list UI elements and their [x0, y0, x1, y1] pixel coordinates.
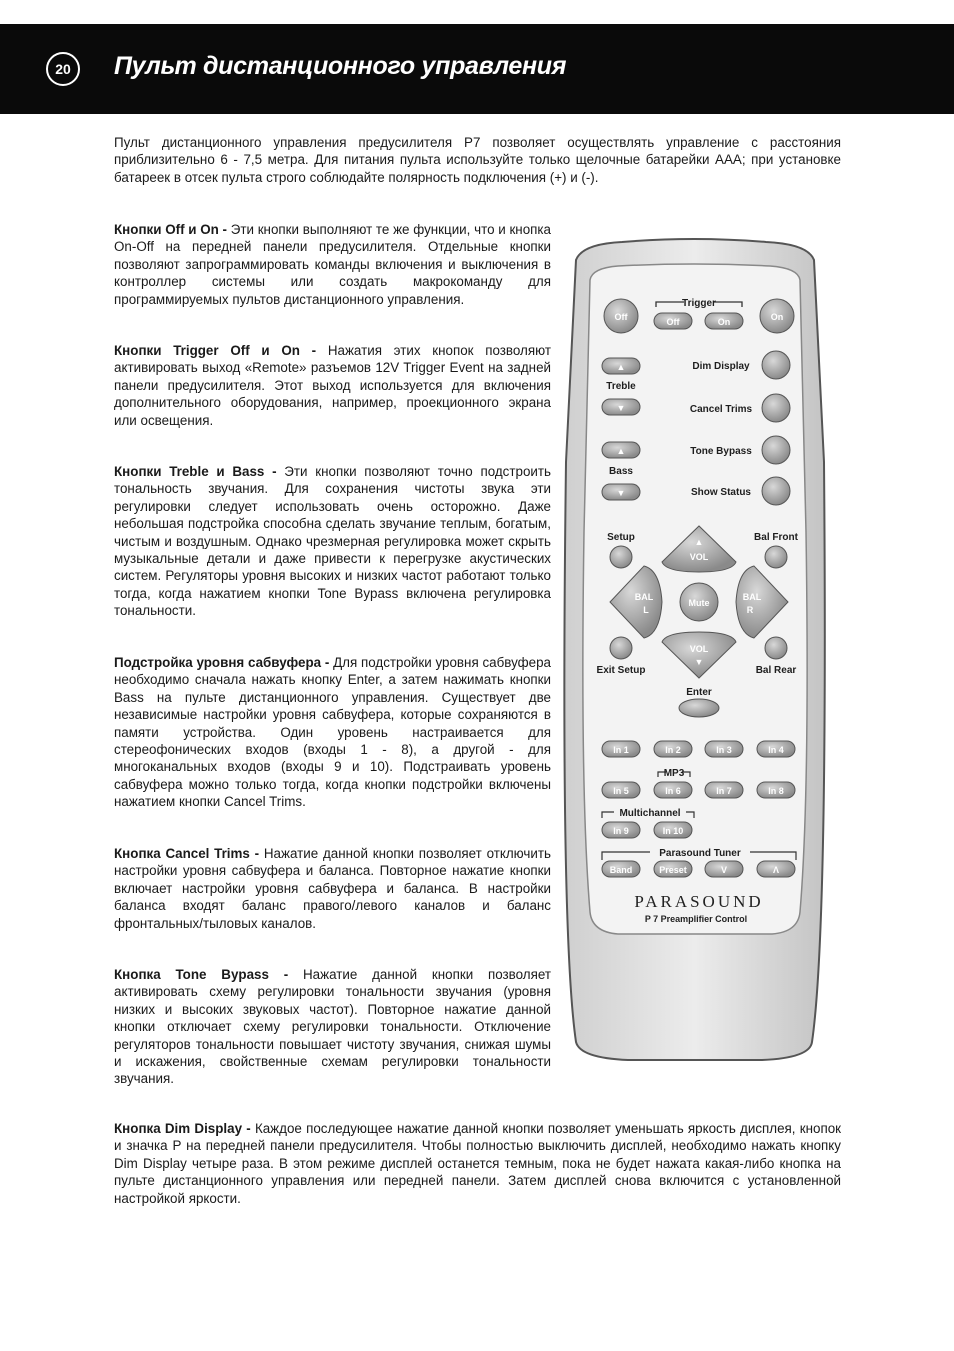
tune-up-label: Λ: [772, 865, 780, 875]
arrow-up-icon: ▲: [616, 362, 626, 372]
remote-control-illustration: [562, 232, 826, 1062]
section-treble-bass: [114, 463, 551, 620]
input-5-label: In 5: [613, 786, 629, 796]
brand-logo: PARASOUND: [634, 892, 764, 911]
show-status-label: Show Status: [690, 487, 752, 498]
bal-left-label: BAL: [634, 592, 654, 602]
section-trigger: [114, 342, 551, 429]
section-text: Эти кнопки выполняют те же функции, что и кнопка On-Off на передней панели предусилителя. Отдельные кнопки позволяют запрограммировать команды включения и выключения в контроллер системы или создать макрокоманду для программируемых пультов дистанционного управления.: [114, 222, 552, 307]
section-text: Эти кнопки позволяют точно подстроить тональность звучания. Для сохранения чистоты звука эти регулировки следует использовать очень осторожно. Даже небольшая подстройка способна сделать звучание теплым, богатым, чистым и воздушным. Однако чрезмерная регулировка может скрыть музыкальные детали и даже привести к перегрузке акустических систем. Регуляторы уровня высоких и низких частот работают только тогда, когда нажатием кнопки Tone Bypass включена регулировка тональности.: [114, 464, 551, 619]
vol-up-label: VOL: [689, 552, 709, 562]
cancel-trims-label: Cancel Trims: [689, 404, 753, 415]
input-7-label: In 7: [716, 786, 732, 796]
arrow-down-icon: ▼: [616, 488, 626, 498]
section-off-on: [114, 221, 551, 308]
section-cancel-trims: [114, 845, 551, 932]
band-label: Band: [609, 865, 633, 875]
bal-front-button: [765, 546, 787, 568]
arrow-down-icon: ▼: [694, 657, 704, 667]
page-number: 20: [46, 52, 80, 86]
treble-label: Treble: [606, 381, 636, 392]
arrow-down-icon: ▼: [616, 403, 626, 413]
input-10-label: In 10: [662, 826, 684, 836]
trigger-label: Trigger: [682, 298, 716, 309]
bal-front-label: Bal Front: [754, 532, 798, 543]
show-status-button: [762, 477, 790, 505]
arrow-up-icon: ▲: [694, 537, 704, 547]
model-label: P 7 Preamplifier Control: [644, 914, 748, 924]
section-heading: Подстройка уровня сабвуфера -: [114, 655, 334, 670]
section-text: Для подстройки уровня сабвуфера необходимо сначала нажать кнопку Enter, а затем нажимать кнопки Bass на пульте дистанционного управления. Существует две независимые настройки уровня сабвуфера, которые сохраняются в памяти устройства. Один уровень настраивается для стереофонических входов (входы 1 - 8), а другой - для многоканальных входов (входы 9 и 10). Подстраивать уровень сабвуфера можно только тогда, когда кнопки подстройки включены нажатием кнопки Cancel Trims.: [114, 655, 551, 810]
arrow-up-icon: ▲: [616, 446, 626, 456]
bal-right-letter: R: [746, 605, 754, 615]
trigger-on-label: On: [717, 317, 731, 327]
section-text: Каждое последующее нажатие данной кнопки позволяет уменьшать яркость дисплея, кнопок и значка P на передней панели предусилителя. Чтобы полностью выключить дисплей, необходимо нажать кнопку Dim Display четыре раза. В этом режиме дисплей останется темным, пока не будет нажата какая-либо кнопка на пульте дистанционного управления или передней панели. Затем дисплей снова включится с установленной настройкой яркости.: [114, 1121, 841, 1206]
tune-down-label: V: [720, 865, 728, 875]
dim-display-button: [762, 351, 790, 379]
on-label: On: [770, 312, 784, 322]
mute-label: Mute: [688, 598, 710, 608]
section-text: Нажатие данной кнопки позволяет отключить настройки уровня сабвуфера и баланса. Повторное нажатие кнопки включает настройки уровня сабвуфера и баланса. В настройки баланса входят баланс правого/левого каналов и баланс фронтальных/тыловых каналов.: [114, 846, 551, 931]
input-4-label: In 4: [768, 745, 784, 755]
section-heading: Кнопки Off и On -: [114, 222, 231, 237]
setup-label: Setup: [607, 532, 635, 543]
preset-label: Preset: [659, 865, 687, 875]
bal-rear-label: Bal Rear: [755, 665, 797, 676]
off-label: Off: [614, 312, 628, 322]
section-text: Нажатие данной кнопки позволяет активировать схему регулировки тональности звучания (уровня низких и высоких звуковых частот). Повторное нажатие данной кнопки отключает схему регулировки тональности. Отключение регуляторов тональности повышает чистоту звучания, снижая шумы и искажения, свойственные схемам регулировки тональности звучания.: [114, 967, 551, 1087]
exit-setup-button: [610, 637, 632, 659]
input-2-label: In 2: [665, 745, 681, 755]
bass-label: Bass: [609, 466, 633, 477]
input-3-label: In 3: [716, 745, 732, 755]
input-9-label: In 9: [613, 826, 629, 836]
trigger-off-label: Off: [666, 317, 680, 327]
enter-label: Enter: [686, 687, 712, 698]
mp3-label: MP3: [663, 768, 685, 779]
section-heading: Кнопки Trigger Off и On -: [114, 343, 328, 358]
bal-right-label: BAL: [742, 592, 762, 602]
enter-button: [679, 699, 719, 717]
section-subwoofer: [114, 654, 551, 811]
page-title: Пульт дистанционного управления: [114, 52, 567, 80]
section-text: Нажатия этих кнопок позволяют активировать выход «Remote» разъемов 12V Trigger Event на задней панели предусилителя. Этот выход используется для включения дополнительного оборудования, например, проекционного экрана или освещения.: [114, 343, 551, 428]
section-heading: Кнопка Tone Bypass -: [114, 967, 303, 982]
dim-display-label: Dim Display: [692, 361, 750, 372]
cancel-trims-button: [762, 394, 790, 422]
bal-left-letter: L: [643, 605, 649, 615]
section-dim-display: [114, 1120, 841, 1207]
input-8-label: In 8: [768, 786, 784, 796]
input-6-label: In 6: [665, 786, 681, 796]
tone-bypass-label: Tone Bypass: [690, 446, 752, 457]
intro-paragraph: Пульт дистанционного управления предусилителя P7 позволяет осуществлять управление с расстояния приблизительно 6 - 7,5 метра. Для питания пульта используйте только щелочные батарейки AAA; при установке батареек в отсек пульта строго соблюдайте полярность подключения (+) и (-).: [114, 135, 841, 185]
section-tone-bypass: [114, 966, 551, 1088]
vol-down-label: VOL: [689, 644, 709, 654]
bal-rear-button: [765, 637, 787, 659]
multichannel-label: Multichannel: [619, 808, 681, 819]
section-heading: Кнопки Treble и Bass -: [114, 464, 285, 479]
tone-bypass-button: [762, 436, 790, 464]
input-1-label: In 1: [613, 745, 629, 755]
section-heading: Кнопка Dim Display -: [114, 1121, 255, 1136]
section-heading: Кнопка Cancel Trims -: [114, 846, 264, 861]
tuner-label: Parasound Tuner: [659, 848, 741, 859]
page-header: [0, 24, 954, 114]
exit-setup-label: Exit Setup: [596, 665, 646, 676]
setup-button: [610, 546, 632, 568]
